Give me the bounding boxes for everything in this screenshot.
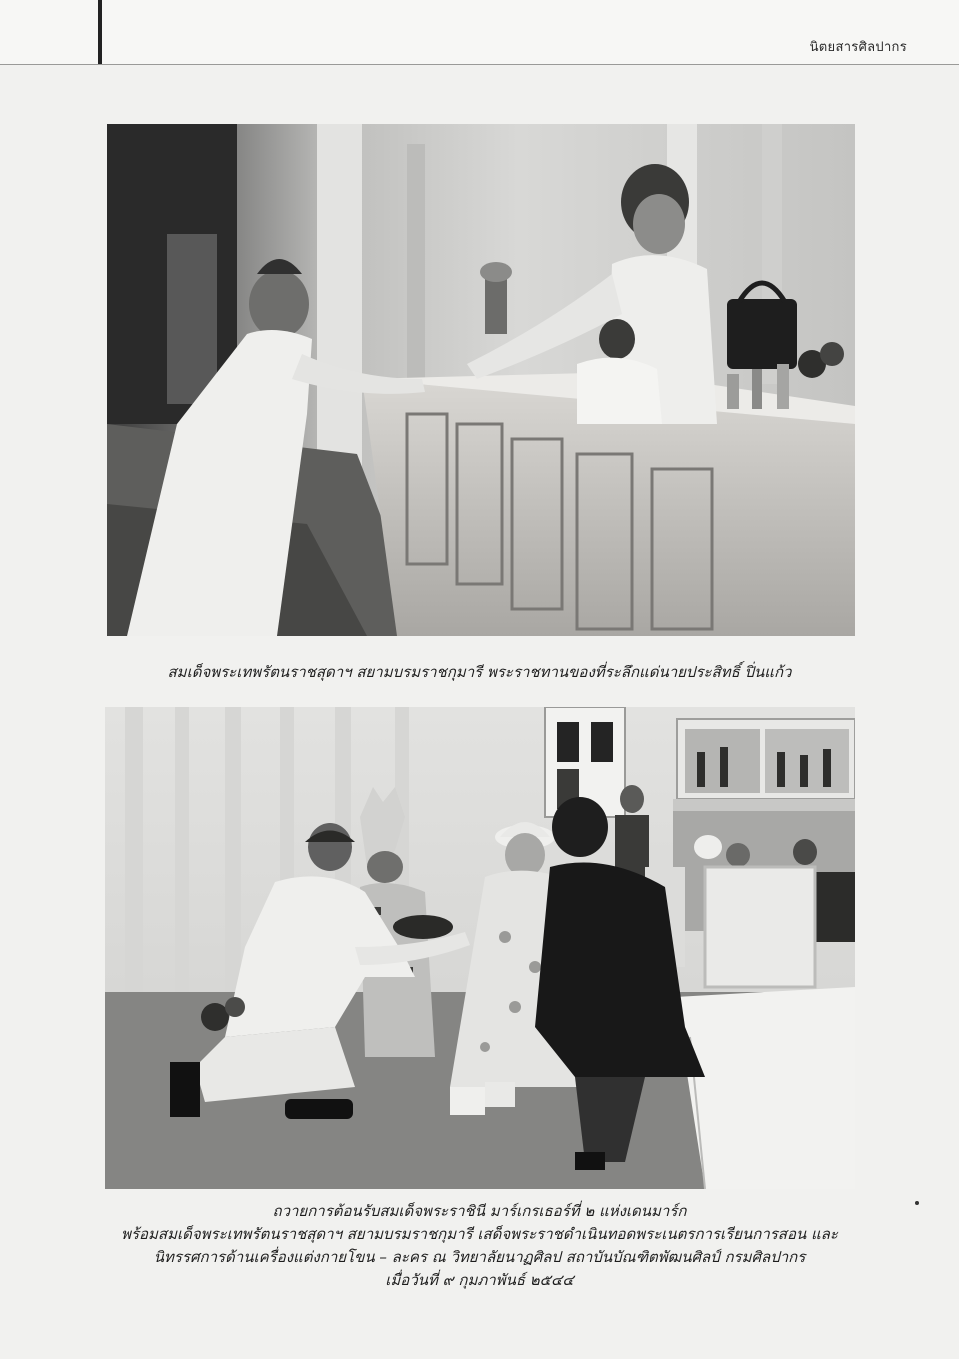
binding-edge	[98, 0, 102, 64]
photo-caption-2-line-4: เมื่อวันที่ ๙ กุมภาพันธ์ ๒๕๔๔	[385, 1271, 574, 1289]
photo-caption-1-text: สมเด็จพระเทพรัตนราชสุดาฯ สยามบรมราชกุมารี พระราชทานของที่ระลึกแด่นายประสิทธิ์ ปิ่นแก้ว	[167, 663, 792, 681]
photo-caption-2-line-2: พร้อมสมเด็จพระเทพรัตนราชสุดาฯ สยามบรมราชกุมารี เสด็จพระราชดำเนินทอดพระเนตรการเรียนการสอน และ	[121, 1225, 838, 1243]
margin-dot	[915, 1201, 919, 1205]
photo-caption-2	[60, 1200, 899, 1292]
photo-caption-1	[60, 660, 899, 684]
photo-royal-reception	[105, 707, 855, 1189]
photo-caption-2-line-3: นิทรรศการด้านเครื่องแต่งกายโขน – ละคร ณ วิทยาลัยนาฏศิลป สถาบันบัณฑิตพัฒนศิลป์ กรมศิลปากร	[153, 1248, 806, 1266]
running-title: นิตยสารศิลปากร	[809, 40, 907, 55]
page-header	[0, 0, 959, 65]
photo-ceremony-gift	[107, 124, 855, 636]
photo-royal-reception-image	[105, 707, 855, 1189]
photo-ceremony-gift-image	[107, 124, 855, 636]
photo-caption-2-line-1: ถวายการต้อนรับสมเด็จพระราชินี มาร์เกรเธอร์ที่ ๒ แห่งเดนมาร์ก	[272, 1202, 687, 1220]
